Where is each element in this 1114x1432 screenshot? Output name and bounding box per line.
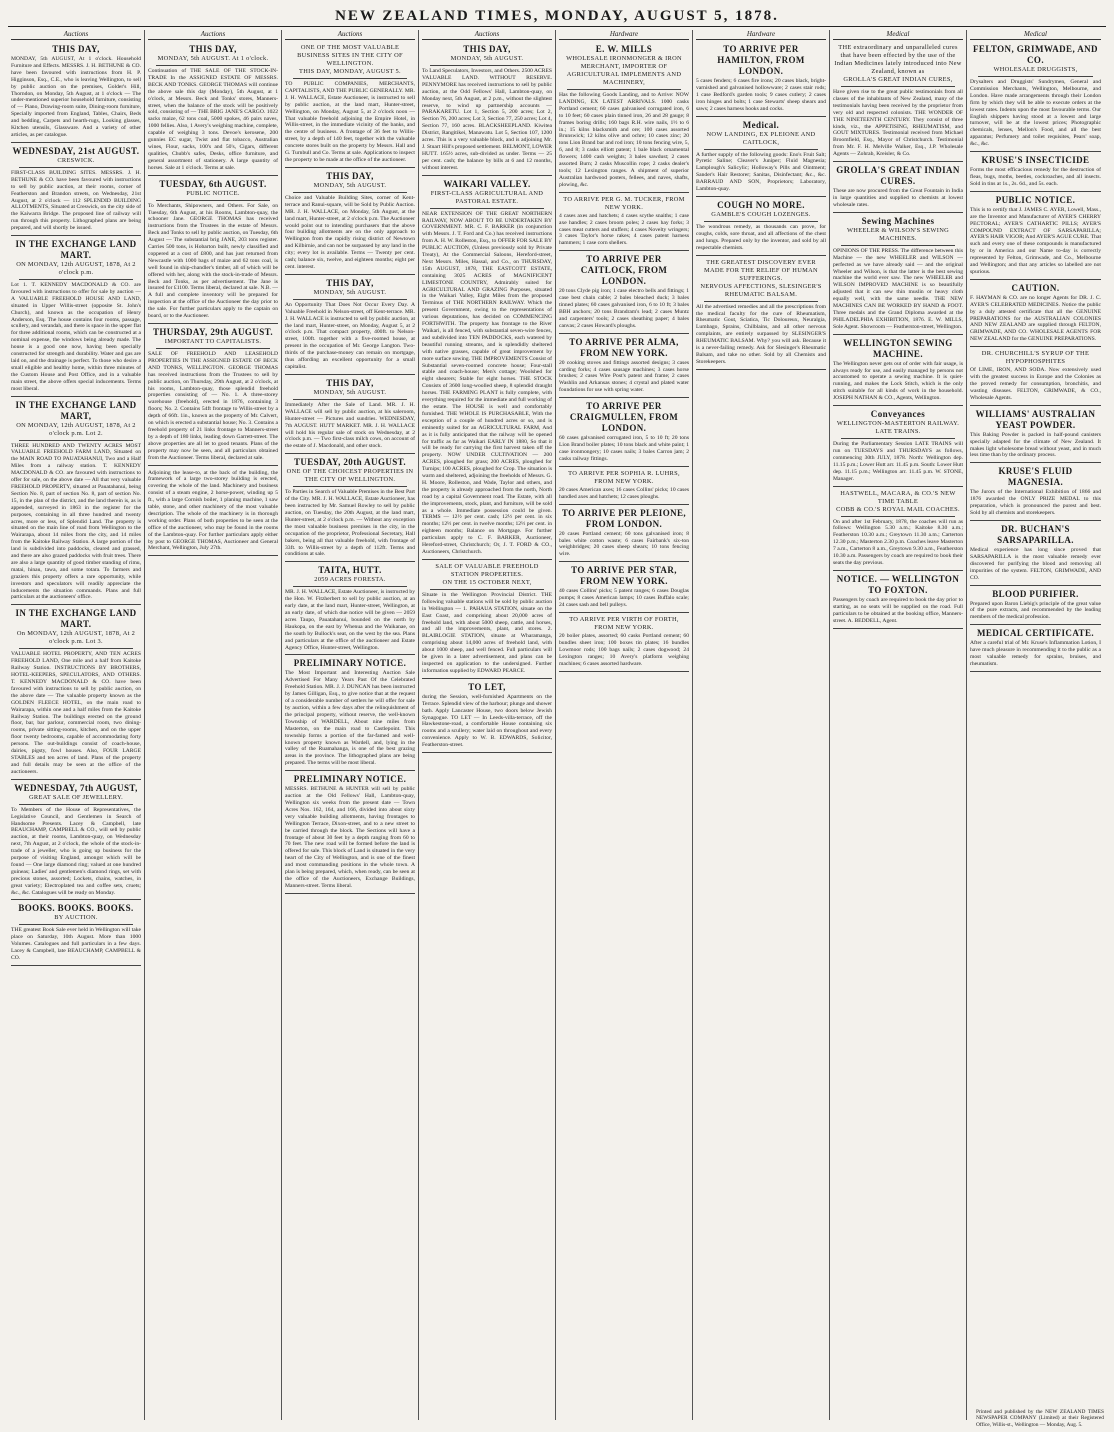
ad-title: THIS DAY, <box>463 44 511 54</box>
divider <box>19 440 133 441</box>
ad-headline: MONDAY, 5th AUGUST. <box>313 181 387 189</box>
divider <box>19 167 133 168</box>
column-header: Hardware <box>696 30 826 40</box>
advertisement <box>285 276 415 375</box>
divider <box>293 486 407 487</box>
column-header: Auctions <box>11 30 141 40</box>
ad-title: TO ARRIVE PER CAITLOCK, FROM LONDON. <box>580 254 668 287</box>
advertisement <box>148 177 278 324</box>
ad-body: 20 tons Clyde pig iron; 1 case electro bells and fittings; 1 case best chain cable; 2 bales bleached duck; 3 bales tinned plates; 60 cases galvanised iron, 6 to 10 ft; 3 bales BBH anchors; 20 tons Brandram's lead; 2 cases Muntz and carpenters' tools; 2 cases sheathing paper; 4 bales canvas; 2 cases Howard's ploughs. <box>559 288 689 329</box>
ad-title: WEDNESDAY, 21st AUGUST. <box>12 145 140 156</box>
ad-body: The Jurors of the International Exhibition of 1866 and 1876 awarded the ONLY PRIZE MEDAL to this preparation, which is pronounced the purest and best. Sold by all chemists and storekeepers. <box>970 489 1101 517</box>
ad-title: WAIKARI VALLEY. <box>443 178 531 189</box>
advertisement <box>285 376 415 454</box>
divider <box>19 279 133 280</box>
ad-body: Drysalters and Druggists' Sundrymen, General and Commission Merchants, Wellington, Melbourne, and London. Have made arrangements through their London firm by which they will be able to execute orders at the lowest rates. Indents upon the most favourable terms. Our English shippers having stood at a lowest and large turnover, will be at the lowest prices; Photographic chemicals, lenses, Mellon's Food, and all the best apparatus; Perfumery and toilet requisites, Pears' soap, &c., &c. <box>970 79 1101 148</box>
ad-headline: ON MONDAY, 12th AUGUST, 1878, At 2 o'clock p.m. <box>16 261 136 277</box>
advertisement <box>559 506 689 563</box>
ad-body: 60 cases galvanised corrugated iron, 5 to 10 ft; 20 tons Lion Brand boiler plates; 10 tons black and white paint; 1 case ironmongery; 10 cases nails; 3 bales Carron jam; 2 casks railway fittings. <box>559 435 689 462</box>
column-header: Medical <box>833 30 963 40</box>
ad-title: TO ARRIVE PER STAR, FROM NEW YORK. <box>571 565 677 587</box>
ad-body: Of LIME, IRON, AND SODA. Now extensively used with the greatest success in Europe and the Colonies as the proved remedy for consumption, bronchitis, and wasting diseases. FELTON, GRIMWADE, & CO., Wholesale Agents. <box>970 367 1101 401</box>
column-8 <box>967 30 1104 1420</box>
divider <box>841 516 955 517</box>
advertisement <box>833 572 963 629</box>
advertisement <box>833 42 963 162</box>
ad-headline: WHOLESALE IRONMONGER & IRON MERCHANT, IMPORTER OF AGRICULTURAL IMPLEMENTS AND MACHINERY, <box>566 55 682 86</box>
ad-headline: NERVOUS AFFECTIONS, SLESINGER'S RHEUMATIC BALSAM. <box>700 282 822 298</box>
ad-body: Have given rise to the great public testimonials from all classes of the inhabitants of New Zealand, many of the testimonials having been received by the proprietor from very old and respected colonists. THE WONDER OF THE NINETEENTH CENTURY. They consist of three kinds, viz., the APPETISING, RHEUMATISM, and GOUT MIXTURES. Testimonial received from Michael Broomfield, Esq., Mayor of Christchurch. Testimonial from Mr. F. H. Melville Walker, Esq., J.P. Wholesale Agents — Zohrab, Kreisler, & Co. <box>833 89 963 158</box>
ad-body: VALUABLE HOTEL PROPERTY, AND TEN ACRES FREEHOLD LAND, One mile and a half from Kaitoke Railway Station. INSTRUCTIONS BY BROTHERS, HOTEL-KEEPERS, SPECULATORS, AND OTHERS. T. KENNEDY MACDONALD & CO. have been favoured with instructions to sell by public auction, on the above date — The valuable property known as the GOLDEN FLEECE HOTEL, on the main road to Wairarapa, within one and a half miles from the Kaitoke Railway Station. The buildings erected on the ground floor, bar, bar parlour, commercial room, two dining-rooms, private sitting-rooms, kitchen, and on the upper floor twenty bedrooms, capable of accommodating forty persons. The out-buildings consist of coach-house, dairies, pigsty, fowl houses. Also, FOUR LARGE STABLES and ten acres of land. Plans of the property and full details may be seen at the office of the auctioneers. <box>11 651 141 775</box>
ad-headline: GROLLA'S GREAT INDIAN CURES, <box>843 76 953 83</box>
ad-title: THE extraordinary and unparalleled cures that have been effected by the use of the Indian Medicines lately introduced into New Zealand, known as <box>834 44 962 75</box>
masthead: NEW ZEALAND TIMES, MONDAY, AUGUST 5, 1878. <box>8 6 1106 27</box>
advertisement <box>696 198 826 256</box>
divider <box>19 804 133 805</box>
ad-body: To Members of the House of Representatives, the Legislative Council, and Gentlemen in Search of Handsome Presents. Lacey & Campbell, late BEAUCHAMP, CAMPBELL & CO., will sell by public auction, at their rooms, Lambton-quay, on Wednesday next, 7th August, at 2 o'clock, the whole of the stock-in-trade of a jeweller, who is going up business for the purpose of visiting England, amongst which will be found — One large diamond ring; valued at one hundred guineas; Ladies' and gentlemen's diamond rings, set with precious stones, assorted; Lockets, chains, watches, in great variety; Electroplated tea and coffee sets, cruets; &c., &c. Catalogues will be ready on Monday. <box>11 806 141 896</box>
ad-title: WILLIAMS' AUSTRALIAN YEAST POWDER. <box>975 408 1096 430</box>
ad-title: KRUSE'S INSECTICIDE <box>981 155 1090 166</box>
ad-title: TO ARRIVE PER CRAIGMULLEN, FROM LONDON. <box>569 401 679 434</box>
ad-title: BLOOD PURIFIER. <box>992 588 1079 599</box>
column-1 <box>8 30 145 1420</box>
column-4 <box>419 30 556 1420</box>
ad-title: TUESDAY, 6th AUGUST. <box>159 178 267 189</box>
ad-body: 40 cases Collins' picks; 5 patent ranges; 6 cases Douglas pumps; 8 cases American lamps; 10 cases Buffalo scale; 24 cases sash and bell pulleys. <box>559 588 689 609</box>
ad-headline: MONDAY, 5th AUGUST. <box>313 288 387 296</box>
divider <box>19 924 133 925</box>
ad-body: F. HAYMAN & CO. are no longer Agents for DR. J. C. AYER'S CELEBRATED MEDICINES. Notice the public by a duly attested certificate that all the GENUINE PREPARATIONS for the AUSTRALIAN COLONIES AND NEW ZEALAND are supplied through FELTON, GRIMWADE, AND CO. WHOLESALE AGENTS FOR NEW ZEALAND for the GENUINE PREPARATIONS. <box>970 294 1101 343</box>
column-2 <box>145 30 282 1420</box>
ad-title: WEDNESDAY, 7th AUGUST, <box>14 782 138 793</box>
ad-title: GROLLA'S GREAT INDIAN CURES. <box>836 165 960 187</box>
ad-title: THIS DAY, <box>326 277 374 288</box>
advertisement <box>970 281 1101 347</box>
ad-body: 20 cases American axes; 16 cases Collins' picks; 10 cases handled axes and hatchets; 12 cases ploughs. <box>559 486 689 500</box>
ad-title: TUESDAY, 20th AUGUST. <box>293 457 407 468</box>
advertisement <box>970 42 1101 152</box>
ad-headline: WELLINGTON-MASTERTON RAILWAY. LATE TRAINS. <box>836 420 960 436</box>
ad-headline: WHEELER & WILSON'S SEWING MACHINES. <box>846 226 950 242</box>
advertisement <box>422 561 552 679</box>
ad-title: COUGH NO MORE. <box>717 199 805 210</box>
ad-headline: NOW LANDING, EX PLEIONE AND CAITLOCK, <box>706 130 816 146</box>
ad-headline: PUBLIC NOTICE. <box>186 189 240 197</box>
advertisement <box>970 193 1101 280</box>
ad-body: All the advertised remedies and all the prescriptions from the medical faculty for the cure of Rheumatism, Rheumatic Gout, Sciatica, Tic Doloureux, Neuralgia, Lumbago, Sprains, Chilblains, and all other nervous complaints, are entirely surpassed by SLESINGER'S RHEUMATIC BALSAM. Why? you will ask. Because it is a never-failing remedy. Ask for Slesinger's Rheumatic Balsam, and take no other. Sold by all Chemists and Storekeepers. <box>696 303 826 365</box>
ad-body: 20 cases Portland cement; 60 tons galvanised iron; 8 bales white cotton waste; 6 cases Fairbank's six-ton weighbridges; 20 cases sheep shears; 10 tons fencing wire. <box>559 530 689 558</box>
divider <box>156 348 270 349</box>
advertisement <box>148 467 278 557</box>
ad-body: 20 cooking stoves and fittings assorted designs; 3 cases carding forks; 4 cases sausage machines; 3 cases horse brushes; 2 cases Wire Post's patent and frame; 2 cases Washlin and Arkansas stones; 4 crystal and plated water foundations for use with spring water. <box>559 359 689 394</box>
column-header: Hardware <box>559 30 689 40</box>
advertisement <box>285 772 415 894</box>
ad-body: A further supply of the following goods: Eno's Fruit Salt; Pyretic Saline; Cleaver's Juniper; Fluid Magnesia; Lamplough's Salicylic; Holloway's Pills and Ointment; Sander's Hair Restorer; Sanitas, Disinfectant; &c., &c. BARRAUD AND SON, Proprietors; Laboratory, Lambton-quay. <box>696 151 826 193</box>
ad-headline: WHOLESALE DRUGGISTS, <box>993 66 1078 73</box>
ad-title: Sewing Machines <box>861 215 935 226</box>
advertisement <box>148 42 278 176</box>
ad-headline: 2059 ACRES FORESTA. <box>314 576 386 584</box>
ad-title: DR. CHURCHILL'S SYRUP OF THE HYPOPHOSPHITES <box>981 350 1090 366</box>
ad-body: Immediately After the Sale of Land. MR. J. H. WALLACE will sell by public auction, at his saleroom, Hunter-street — Pictures and sundries. WEDNESDAY, 7th AUGUST. HUTT MARKET. MR. J. H. WALLACE will hold his regular sale of stock on Wednesday, at 2 o'clock p.m. — Two first-class milch cows, on account of the estate of J. Macdonald, and other stock. <box>285 401 415 450</box>
ad-title: TO LET, <box>468 681 506 692</box>
advertisement <box>559 614 689 672</box>
ad-body: MR. J. H. WALLACE, Estate Auctioneer, is instructed by the Hon. W. Fitzherbert to sell by public auction, at an early date, at the land mart, Hunter-street, Wellington, at an early date, of which due notice will be given — 2059 acres Taupo, Pauatahanui, bounded on the north by Haukopa, on the east by Whenua and the Waikanae, on the south by Bullock's seat, on the west by the sea. Plans and particulars at the office of the auctioneer and Estate Agency Office, Hunter-street, Wellington. <box>285 589 415 651</box>
ad-body: Forms the most efficacious remedy for the destruction of fleas, bugs, moths, beetles, cockroaches, and all insects. Sold in tins at 1s., 2s. 6d., and 5s. each. <box>970 167 1101 187</box>
divider <box>293 586 407 587</box>
ad-title: THIS DAY, <box>189 44 237 54</box>
advertisement <box>970 522 1101 586</box>
divider <box>704 301 818 302</box>
ad-body: OPINIONS OF THE PRESS. The difference between this Machine — the new WHEELER and WILSON — perfected as we have already said — and the original Wheeler and Wilson, is that the latter is the best sewing machine the world ever saw. The new WHEELER and WILSON IMPROVED MACHINE is so beautifully adjusted that it can sew thin muslin or heavy cloth equally well, with the same needle. THE NEW MACHINES CAN BE WORKED BY HAND & FOOT. Three medals and the Grand Diploma awarded at the PHILADELPHIA EXHIBITION, 1876. E. W. MILLS, Sole Agent. Showroom — Featherston-street, Wellington. <box>833 247 963 330</box>
advertisement <box>285 563 415 655</box>
advertisement <box>11 237 141 397</box>
advertisement <box>833 214 963 335</box>
ad-body: The Most Important and Interesting Auction Sale Advertised For Many Years Past Of the Celebrated Freehold Station. MR. J. J. DUNCAN has been instructed by James Gilligan, Esq., to give notice that at the request of a considerable number of settlers he will offer for sale by auction, within a few days after the relinquishment of the principal property, without reserve, the well-known Township of WARDELL, About nine miles from Masterton, on the main road to Castlepoint. This township forms a portion of the far-famed and well-known property known as Wardell, and, lying in the valley of the Ruamahanga, is one of the best grazing areas in the province. The lithographed plans are being prepared. The terms will be most liberal. <box>285 670 415 767</box>
ad-body: THREE HUNDRED AND TWENTY ACRES MOST VALUABLE FREEHOLD FARM LAND, Situated on the MAIN ROAD TO PAUATAHANUI, Two and a Half Miles from a railway station. T. KENNEDY MACDONALD & CO. are favoured with instructions to offer for sale, on the above date — All that very valuable FREEHOLD PROPERTY, situated at Pauatahanui, being Section No. 8, part of section No. 8, part of section No. 15, in the plan of the district, and the land therein is, as is appended, surveyed in 1863 in the register for the purposes, containing in all three hundred and twenty acres, more or less, of Splendid Land. The property is situated on the main line of road from Wellington to the Wairarapa, about 14 miles from the city, and 14 miles from the Kaitoke Railway Station. A large portion of the land is subdivided into paddocks, cleared and grassed, and there are also grazed paddocks with fruit trees. There are also a large quantity of good timber standing of rimu, matai, hinau, tawa, and some totara. To farmers and graziers this property offers a rare opportunity, while investors and speculators will readily appreciate the inducements the situation commands. Plans and full particulars at the auctioneers' office. <box>11 442 141 601</box>
ad-body: Passengers by coach are required to book the day prior to starting, as no seats will be supplied on the road. Full particulars to be obtained at the booking office, Manners-street. A. BEDDELL, Agent. <box>833 596 963 624</box>
advertisement <box>833 336 963 406</box>
ad-title: ONE OF THE MOST VALUABLE BUSINESS SITES IN THE CITY OF WELLINGTON. <box>297 44 403 67</box>
advertisement <box>285 169 415 275</box>
advertisement <box>833 488 963 571</box>
ad-title: FELTON, GRIMWADE, AND CO. <box>973 44 1098 65</box>
advertisement <box>833 407 963 486</box>
ad-title: WELLINGTON SEWING MACHINE. <box>843 337 953 359</box>
advertisement <box>970 626 1101 672</box>
column-3 <box>282 30 419 1420</box>
ad-body: FIRST-CLASS BUILDING SITES. MESSRS. J. H. BETHUNE & CO. have been favoured with instructions to sell by public auction, at their rooms, corner of Featherston and Brandon streets, on Wednesday, 21st August, at 2 o'clock — 112 SPLENDID BUILDING ALLOTMENTS, Situated at Creswick, on the city side of the Kaiwarra Bridge. The proposed line of railway will run through this property. Lithographed plans are being prepared, and will shortly be issued. <box>11 169 141 232</box>
ad-body: SALE OF FREEHOLD AND LEASEHOLD PROPERTIES IN THE ASSIGNED ESTATE OF BECK AND TONKS, WELLINGTON. GEORGE THOMAS has received instructions from the Trustees to sell by public auction, on Thursday, 29th August, at 2 o'clock, at his rooms, Lambton-quay, those splendid freehold properties consisting of — No. 1. A three-storey warehouse (freehold), erected in 1876, containing 3 floors; No. 2. Contains 54ft frontage to Willis-street by a depth of 66ft. 1in., known as the property of Mr. Calvert, on which is erected a substantial house; No. 3. Contains a freehold property of 21 links frontage to Manners-street by a depth of 180 links, leading down Garrett-street. The above properties are all let to good tenants. Plans of the property may now be seen, and all particulars obtained from the Auctioneer. Terms liberal, declared at sale. <box>148 351 278 461</box>
advertisement <box>148 325 278 466</box>
ad-title: BOOKS. BOOKS. BOOKS. <box>18 903 134 914</box>
advertisement <box>970 348 1101 406</box>
advertisement <box>285 42 415 168</box>
ad-body: An Opportunity That Does Not Occur Every Day. A Valuable Freehold in Nelson-street, off Kent-terrace. MR. J. H. WALLACE is instructed to sell by public auction, at the land mart, Hunter-street, on Monday, August 5, at 2 o'clock p.m. That compact property, 400ft. to Nelson-street, 100ft. together with a five-roomed house, at present in the occupation of Mr. George Langton. Two-thirds of the purchase-money can remain on mortgage, thus affording an excellent opportunity for a small capitalist. <box>285 301 415 370</box>
ad-headline: GREAT SALE OF JEWELLERY. <box>29 793 123 801</box>
ad-body: To Merchants, Shipowners, and Others. For Sale, on Tuesday, 6th August, at his Rooms, Lambton-quay, the schooner Jane. GEORGE THOMAS has received instructions from the Trustees in the estate of Messrs. Beck and Tonks to sell by public auction, on Tuesday, 6th August — The substantial brig JANE, 203 tons register. Carries 500 tons, is Hobarton built, newly classified and coppered at a cost of £800, and has just returned from Newcastle with 1000 bags of maize and 62 tons coal, is well found in ship-chandler's timber, all of which will be offered with her, along with the stock-in-trade of Messrs. Beck and Tonks, as per advertisement. The Jane is insured for £1100. Terms liberal, declared at sale. N.B. — A full and complete inventory will be prepared for inspection at the office of the Auctioneer the day prior to the sale. For further particulars apply to the captain on board, or to the Auctioneer. <box>148 202 278 320</box>
ad-title: NOTICE. — WELLINGTON TO FOXTON. <box>836 573 960 595</box>
ad-headline: CRESWICK. <box>57 156 95 164</box>
ad-title: TO ARRIVE PER G. M. TUCKER, FROM NEW YORK. <box>563 195 685 211</box>
column-5 <box>556 30 693 1420</box>
ad-body: MESSRS. BETHUNE & HUNTER will sell by public auction at the Old Fellows' Hall, Lambton-quay, Wellington six weeks from the present date — Town Acres Nos. 162, 164, and 166, divided into about sixty very valuable building allotments, having frontages to Wellington Terrace, Dixon-street, and to a new street to be carried through the block. The Sections will have a frontage of about 30 feet by a depth ranging from 60 to 70 feet. The new road will be formed before the land is offered for sale. This block of Land is situated in the very heart of the City of Wellington, and is one of the finest and most commanding positions in the whole town. A plan is being prepared, which, when ready, can be seen at the office of the Auctioneers, Exchange Buildings, Manners-street. Terms liberal. <box>285 786 415 889</box>
ad-headline: ONE OF THE CHOICEST PROPERTIES IN THE CITY OF WELLINGTON. <box>286 468 414 484</box>
divider <box>430 65 544 66</box>
advertisement <box>559 335 689 399</box>
advertisement <box>11 144 141 236</box>
advertisement <box>11 398 141 606</box>
column-header: Medical <box>970 30 1101 40</box>
divider <box>156 65 270 66</box>
divider <box>156 200 270 201</box>
divider <box>704 149 818 150</box>
ad-headline: MONDAY, 5th AUGUST. At 1 o'clock. <box>157 55 269 62</box>
ad-title: THIS DAY, <box>52 44 100 54</box>
divider <box>841 438 955 439</box>
ad-body: This Baking Powder is packed in half-pound canisters specially adapted for the climate of New Zealand. It makes light wholesome bread without yeast, and in much less time than by the ordinary process. <box>970 431 1101 459</box>
ad-title: CAUTION. <box>1011 282 1060 293</box>
ad-title: DR. BUCHAN'S SARSAPARILLA. <box>997 523 1074 545</box>
advertisement <box>696 42 826 117</box>
ad-body: To Parties in Search of Valuable Premises in the Best Part of the City. MR. J. H. WALLACE, Estate Auctioneer, has been instructed by Mr. Samuel Rowley to sell by public auction, on Tuesday, the 20th August, at the land mart, Hunter-street, at 2 o'clock p.m. — Without any exception the most valuable business premises in the city, in the occupation of the proprietor, Professional Secretary, Hall bakers, being all that valuable freehold, with frontage of 33ft. to Willis-street by a depth of 112ft. Terms and conditions at sale. <box>285 489 415 558</box>
ad-title: SALE OF VALUABLE FREEHOLD STATION PROPERTIES. <box>435 562 539 578</box>
ad-title: IN THE EXCHANGE LAND MART, <box>15 399 137 421</box>
ad-headline: IMPORTANT TO CAPITALISTS. <box>164 338 262 345</box>
ad-body: Continuation of THE SALE OF THE STOCK-IN-TRADE In the ASSIGNED ESTATE OF MESSRS. BECK AND TONKS. GEORGE THOMAS will continue the above sale this day (Monday), 5th August, at 1 o'clock, at Messrs. Beck and Tonks' stores, Manners-street, when the balance of the stock will be positively sold, consisting of — THE BRIG JANE'S CARGO. 1022 sacks maize, 62 tons coal, 5000 spokes, 46 pairs naves, 1000 fellies. Also, 1 Avery's weighing machine, complete, capable of weighing 3 tons. Devoe's kerosene, 200 gunnies EC sugar, Twist and flat tobacco, Australian wines, Flour, sacks, 100's and 50's, Cigars, different qualities, Chubb's safes, Desks, office furniture, and general assortment of stationery. A large quantity of horses. Sale at 1 o'clock. Terms at sale. <box>148 68 278 171</box>
advertisement <box>11 606 141 779</box>
divider <box>841 245 955 246</box>
ad-title: TO ARRIVE PER VIRTH OF FORTH, FROM NEW YORK. <box>569 615 679 631</box>
ad-body: NEAR EXTENSION OF THE GREAT NORTHERN RAILWAY, NOW ABOUT TO BE UNDERTAKEN BY GOVERNMENT. MR. C. F. BARKER (in conjunction with Messrs. J. T. Ford and Co.) has received instructions from A. H. W. Rolleston, Esq., to OFFER FOR SALE BY PUBLIC AUCTION, (Unless previously sold by Private Treaty), At the Commercial Saloons, Hereford-street, Next Messrs. Miles, Hassal, and Co., on THURSDAY, 15th AUGUST, 1878, THE EASTCOTT ESTATE, containing 3025 ACRES of MAGNIFICENT LIMESTONE COUNTRY, Admirably suited for AGRICULTURAL AND GRAZING Purposes, situated in the Waikari Valley, Eight Miles from the proposed Terminus of THE NORTHERN RAILWAY. Which the present Government, owing to the representations of various deputations, has decided on COMMENCING FORTHWITH. The property has frontage to the River Waikari, is all fenced, with substantial seven-wire fences, and subdivided into TEN PADDOCKS, each watered by beautiful running streams, and is splendidly sheltered with native grasses, capable of great improvement by more surface sowing. THE IMPROVEMENTS Consist of Substantial seven-roomed concrete house; Four-stall stable and coach-house; Men's cottage; Woolshed for eight shearers; Stable for eight horses. THE STOCK Consists of 3600 long-woolled sheep, 8 splendid draught horses. THE FARMING PLANT is fully complete, with everything required for the immediate and full working of the estate. The HOUSE is well and comfortably furnished. THE WHOLE IS PURCHASABLE, With the exception of a couple of hundred acres or so, and is eminently suited for an AGRICULTURAL FARM, And as it is fully anticipated that the railway will be opened for traffic as far as Waikari EARLY IN 1880, So that it will be ready for carrying the first harvest taken off the property. NOW UNDER CULTIVATION — 200 ACRES, ploughed for grass; 200 ACRES, ploughed for Turnips; 100 ACRES, ploughed for Crop. The situation is warm and sheltered, adjoining the freeholds of Messrs. G. H. Moore, Rolleston, and Wade, Taylor and others, and the property is already approached from the north, North road by a capital Government road. The Estate, with all the improvements, stock, plant, and furniture, will be sold as a whole. Immediate possession could be given. TERMS — 12½ per cent. cash; 12½ per cent. in six months; 12½ per cent. in twelve months; 12½ per cent. in eighteen months; Balance on Mortgage. For further particulars apply to C. F. BARKER, Auctioneer, Hereford-street, Christchurch; Or, J. T. FORD & CO., Auctioneers, Christchurch. <box>422 210 552 555</box>
divider <box>978 76 1093 77</box>
advertisement <box>696 257 826 370</box>
ad-headline: BY AUCTION. <box>54 914 98 922</box>
ad-title: HASTWELL, MACARA, & CO.'S NEW TIME TABLE <box>840 489 956 505</box>
ad-headline: MONDAY, 5th AUGUST. <box>313 388 387 396</box>
ad-body: Adjoining the lease-to, at the back of the building, the framework of a large two-storey building is erected, covering the whole of the land. Machinery and business consist of a steam engine, 2 horse-power, winding up 5 ft., with a large Cornish boiler, 1 planing machine, 1 saw table, stone, and other machinery of the most valuable description. The whole of the machinery is in thorough working order. Plans of both properties to be seen at the office of the auctioneer, who may be found in the rooms of the Lambton-quay. For further particulars apply either by post to GEORGE THOMAS, Auctioneer and General Merchant, Wellington, July 27th. <box>148 469 278 552</box>
divider <box>430 589 544 590</box>
column-header: Auctions <box>422 30 552 40</box>
ad-title: Conveyances <box>870 409 926 420</box>
ad-body: 4 cases axes and hatchets; 4 cases scythe snaiths; 1 case axe handles; 2 cases broom poles; 2 cases hay forks; 3 cases meat cutters and stuffers; 4 cases Novelty wringers; 3 cases Taylor's horse rakes; 4 cases patent harness hammers; 1 case corn shellers. <box>559 212 689 247</box>
ad-title: TO ARRIVE PER SOPHIA R. LUHRS, FROM NEW YORK. <box>568 469 680 485</box>
ad-body: 5 cases fenders; 6 cases fire irons; 20 cases black, bright-varnished and galvanised hollowware; 2 cases stair rods; 1 case Bedford's garden tools; 9 cases cutlery; 2 cases iron hinges and bolts; 1 case Stewarts' sheep shears and saws; 2 cases harness hooks and cocks. <box>696 78 826 112</box>
ad-body: 20 boiler plates, assorted; 60 casks Portland cement; 60 bundles sheet iron; 100 boxes tin plates; 16 bundles Lowmoor rods; 100 bags nails; 2 cases dogwood; 24 Lexington ranges; 10 Avery's platform weighing machines; 6 cases assorted hardware. <box>559 632 689 667</box>
column-7 <box>830 30 967 1420</box>
advertisement <box>11 781 141 901</box>
ad-title: MEDICAL CERTIFICATE. <box>976 628 1095 639</box>
divider <box>567 89 681 90</box>
divider <box>430 208 544 209</box>
ad-body: To Land Speculators, Investors, and Others. 2500 ACRES VALUABLE LAND. WITHOUT RESERVE. PENNYMORE has received instructions to sell by public auction, at the Odd Fellows' Hall, Lambton-quay, on Monday next, 5th August, at 2 p.m., without the slightest reserve, to wind up partnership accounts — PARAKARETU. Lot 1, Section 5, 200 acres; Lot 2, Section 76, 200 acres; Lot 3, Section 77, 250 acres; Lot 4, Section 77, 160 acres. BLACKSHEEPLAND. Kiwitea District, Rangitikei, Manawatu. Lot 5, Section 107, 1200 acres. This is a very valuable block, and is adjoining Mr. J. Stuart Hill's proposed settlement. BELMONT, LOWER HUTT. 165½ acres, sub-divided as under. Terms — 25 per cent. cash; the balance by bills at 6 and 12 months, without interest. <box>422 68 553 171</box>
ad-body: Has the following Goods Landing, and to Arrive: NOW LANDING, EX LATEST ARRIVALS. 1000 casks Portland cement; 60 cases galvanised corrugated iron, 6 to 10 feet; 60 cases plain tinned iron, 26 and 28 gauge; 8 frames boring drills; 160 bags R.H. wire nails, 1½ to 6 in.; 15 kilns blacksmith and ore; 100 cases assorted Brunswick; 12 kilns olive and ochre; 10 cases zinc; 20 tons Lion Brand bar and rod iron; 10 tons fencing wire, 5, 6, and 8; 3 casks elliott patent; 1 bale black ornamental flowers; 1400 cash weights; 3 bales sawdust; 2 cases assorted Burn; 2 casks Muscollin rope; 2 casks dealer's tools; 12 Lexington ranges. A shipment of superior Australian hardwood posters, fellees, and naves, shafts, plowing, &c. <box>559 92 689 188</box>
ad-body: MONDAY, 5th AUGUST, At 1 o'clock. Household Furniture and Effects. MESSRS. J. H. BETHUNE & CO. have been favoured with instructions from H. P. Higginson, Esq., C.E., who is leaving Wellington, to sell by public auction on the premises, Golder's Hill, Thorndon, on Monday, 5th August, at 1 o'clock — The under-mentioned superior household furniture, consisting of — Piano, Drawing-room suite, Dining-room furniture, Specially imported from England, Tables, Chairs, Beds and bedding, Carpets and hearth-rugs, Looking glasses, Kitchen utensils, Glassware. And a variety of other articles, as per catalogue. <box>11 56 141 138</box>
advertisement <box>559 399 689 467</box>
advertisement <box>970 407 1101 464</box>
advertisement <box>559 42 689 193</box>
ad-headline: THIS DAY, MONDAY, AUGUST 5. <box>299 68 401 75</box>
divider <box>293 299 407 300</box>
ad-title: THIS DAY, <box>326 170 374 181</box>
ad-headline: FIRST-CLASS AGRICULTURAL AND PASTORAL ESTATE. <box>430 189 544 205</box>
ad-body: Medical experience has long since proved that SARSAPARILLA is the most valuable remedy ever discovered for purifying the blood and removing all impurities of the system. FELTON, GRIMWADE, AND CO. <box>970 546 1101 581</box>
divider <box>293 78 407 79</box>
ad-title: KRUSE'S FLUID MAGNESIA. <box>998 466 1073 488</box>
column-header: Auctions <box>148 30 278 40</box>
ad-title: TO ARRIVE PER ALMA, FROM NEW YORK. <box>569 336 679 358</box>
column-6 <box>693 30 830 1420</box>
ad-title: THE GREATEST DISCOVERY EVER MADE FOR THE RELIEF OF HUMAN SUFFERINGS. <box>704 258 818 282</box>
ad-headline: ON THE 15 OCTOBER NEXT, <box>442 578 532 586</box>
advertisement <box>422 680 552 753</box>
ad-title: PUBLIC NOTICE. <box>995 194 1076 205</box>
ad-headline: ON MONDAY, 12th AUGUST, 1878, At 2 o'clock p.m. Lot 2. <box>16 421 136 437</box>
ad-body: These are now procured from the Great Fountain in India in large quantities and supplied to chemists at lowest wholesale rates. <box>833 188 963 208</box>
divider <box>19 648 133 649</box>
advertisement <box>11 901 141 966</box>
advertisement <box>970 464 1101 521</box>
ad-title: Medical. <box>742 119 780 130</box>
divider <box>841 86 955 87</box>
ad-title: PRELIMINARY NOTICE. <box>293 658 407 669</box>
advertisement <box>285 455 415 562</box>
ad-headline: On MONDAY, 12th AUGUST, 1878, At 2 o'clock p.m. Lot 3. <box>16 630 136 646</box>
ad-title: E. W. MILLS <box>595 44 653 54</box>
ad-body: during the Session, well-furnished Apartments on the Terrace. Splendid view of the harbour; plunge and shower bath. Apply Lancaster House, two doors below Jewish Synagogue. TO LET — In Leeds-villa-terrace, off the Hawkestone-road, a comfortable House containing six rooms and a scullery; water laid on throughout and every convenience. Apply to W. B. EDWARDS, Solicitor, Featherston-street. <box>422 693 552 749</box>
ad-body: On and after 1st February, 1878, the coaches will run as follows: Wellington 5.30 a.m.; Kaitoke 8.30 a.m.; Featherston 10.30 a.m.; Greytown 11.30 a.m.; Carterton 12.30 p.m.; Masterton 2.30 p.m. Coaches leave Masterton 7 a.m., Carterton 8 a.m., Greytown 9.30 a.m., Featherston 10.30 a.m. Passengers by coach are required to book their seats the day previous. <box>833 518 963 566</box>
advertisement <box>970 587 1101 626</box>
ad-title: THURSDAY, 29th AUGUST. <box>153 327 273 337</box>
ad-body: Lot 1. T. KENNEDY MACDONALD & CO. are favoured with instructions to offer for sale by auction — A VALUABLE FREEHOLD HOUSE AND LAND, situated in Upper Willis-street (opposite St. John's Church), and known as the occupation of Henry Anderson, Esq. The house contains four rooms, passage, scullery, and verandah, and there is space in the upper flat for three additional rooms, which can be constructed at a nominal expense, the windows being already made. The house is a good one now, having been specially constructed for strength and durability. Water and gas are laid on, and the drainage is perfect. To those who desire a small eligible and healthy home, within three minutes of the Custom House and Post Office, and in a valuable main street, the above offers special inducements. Terms most liberal. <box>11 282 141 392</box>
advertisement <box>696 118 826 197</box>
ad-body: After a careful trial of Mr. Kruse's Inflammation Lotion, I have much pleasure in recommending it to the public as a most valuable remedy for sprains, bruises, and rheumatism. <box>970 640 1101 667</box>
advertisement <box>422 42 552 176</box>
advertisement <box>422 177 552 560</box>
ad-body: Prepared upon Baron Liebig's principle of the great value of the pure extracts, and recommended by the leading members of the medical profession. <box>970 600 1101 621</box>
ad-body: Situate in the Wellington Provincial District. THE following valuable stations will be sold by public auction in Wellington — 1. PAHAUA STATION, situate on the East Coast, and comprising about 20,000 acres of freehold land, with about 5000 sheep, cattle, and horses, and all the improvements, plant, and stores. 2. BLAIRLOGIE STATION, situate at Wharamanga, comprising about 14,000 acres of freehold land, with about 1000 sheep, and well fenced. Full particulars will be given in a later advertisement, and plans can be inspected on application to the undersigned. Further information supplied by EDWARD PEARCE. <box>422 591 552 674</box>
ad-title: THIS DAY, <box>326 377 374 388</box>
advertisement <box>285 656 415 771</box>
ad-title: TO ARRIVE PER PLEIONE, FROM LONDON. <box>561 507 687 529</box>
ad-title: TO ARRIVE PER HAMILTON, FROM LONDON. <box>717 44 805 76</box>
ad-headline: GAMBLE'S COUGH LOZENGES. <box>711 210 811 218</box>
ad-title: IN THE EXCHANGE LAND MART. <box>15 239 137 261</box>
ad-headline: COBB & CO.'S ROYAL MAIL COACHES. <box>836 505 960 513</box>
columns <box>8 30 1106 1420</box>
ad-body: The Wellington never gets out of order with fair usage, is always ready for use, and easily managed by persons not accustomed to operate a sewing machine. It is quiet-running, and makes the Lock Stitch, which is the only stitch suitable for all kinds of work in the household. JOSEPH NATHAN & CO., Agents, Wellington. <box>833 360 963 402</box>
ad-body: THE greatest Book Sale ever held in Wellington will take place on Saturday, 10th August. More than 1000 Volumes. Catalogues and full particulars in a few days. Lacey & Campbell, late BEAUCHAMP, CAMPBELL & CO. <box>11 927 141 962</box>
printer-imprint: Printed and published by the NEW ZEALAND TIMES NEWSPAPER COMPANY (Limited) at their Registered Office, Willis-st., Wellington — Monday, Aug. 5. <box>976 1408 1104 1428</box>
ad-headline: MONDAY, 5th AUGUST. <box>450 55 524 62</box>
advertisement <box>833 163 963 213</box>
divider <box>704 221 818 222</box>
divider <box>293 399 407 400</box>
ad-title: IN THE EXCHANGE LAND MART. <box>15 608 137 630</box>
ad-body: TO PUBLIC COMPANIES, MERCHANTS, CAPITALISTS, AND THE PUBLIC GENERALLY. MR. J. H. WALLACE, Estate Auctioneer, is instructed to sell by public auction, at the land mart, Hunter-street, Wellington, on Monday, August 5, at 2 o'clock noon — That valuable freehold adjoining the Empire Hotel, in Willis-street, in the immediate vicinity of the banks, and the centre of business. A frontage of 36 feet to Willis-street, by a depth of 140 feet, together with the valuable concrete stores built on the property by Messrs. Hall and G. Turnbull and Co. Terms at sale. Applications to inspect the property to be made at the office of the auctioneer. <box>285 81 415 163</box>
ad-body: Choice and Valuable Building Sites, corner of Kent-terrace and Ranui-square, will be Sold by Public Auction. MR. J. H. WALLACE, on Monday, 5th August, at the land mart, Hunter-street, at 2 o'clock p.m. The Auctioneer would point out to intending purchasers that the above four building allotments are on the only approach to Wellington from the rapidly rising district of Newtown and Kilbirnie, and can not be surpassed by any land in the city; every lot is available. Terms — Twenty per cent. cash; balance six, twelve, and eighteen months; eight per cent. interest. <box>285 194 415 270</box>
divider <box>293 192 407 193</box>
advertisement <box>559 252 689 333</box>
column-header: Auctions <box>285 30 415 40</box>
ad-title: PRELIMINARY NOTICE. <box>293 774 407 785</box>
advertisement <box>970 153 1101 192</box>
ad-body: This is to certify that J. JAMES C. AYER, Lowell, Mass., are the Inventor and Manufacturer of AYER'S CHERRY PECTORAL; AYER'S CATHARTIC PILLS; AYER'S COMPOUND EXTRACT OF SARSAPARILLA; AYER'S HAIR VIGOR; And AYER'S AGUE CURE. That such and every one of these compounds is manufactured by or in America and our Name to-day is correctly represented by Felton, Grimwade, and Co., Melbourne and Wellington; and that any articles so labelled are not spurious. <box>970 206 1102 275</box>
advertisement <box>559 194 689 252</box>
advertisement <box>559 563 689 613</box>
ad-title: TAITA, HUTT. <box>318 565 382 576</box>
advertisement <box>11 42 141 143</box>
ad-body: During the Parliamentary Session LATE TRAINS will run on TUESDAYS and THURSDAYS as follows, commencing 30th JULY, 1878. North: Wellington dep. 11.15 p.m.; Lower Hutt arr. 11.45 p.m. South: Lower Hutt dep. 11.15 p.m.; Wellington arr. 11.45 p.m. W. STONE, Manager. <box>833 441 963 482</box>
ad-body: The wondrous remedy, as thousands can prove, for coughs, colds, sore throat, and all affections of the chest and lungs. Prepared only by the inventor, and sold by all respectable chemists. <box>696 223 826 251</box>
advertisement <box>559 468 689 505</box>
